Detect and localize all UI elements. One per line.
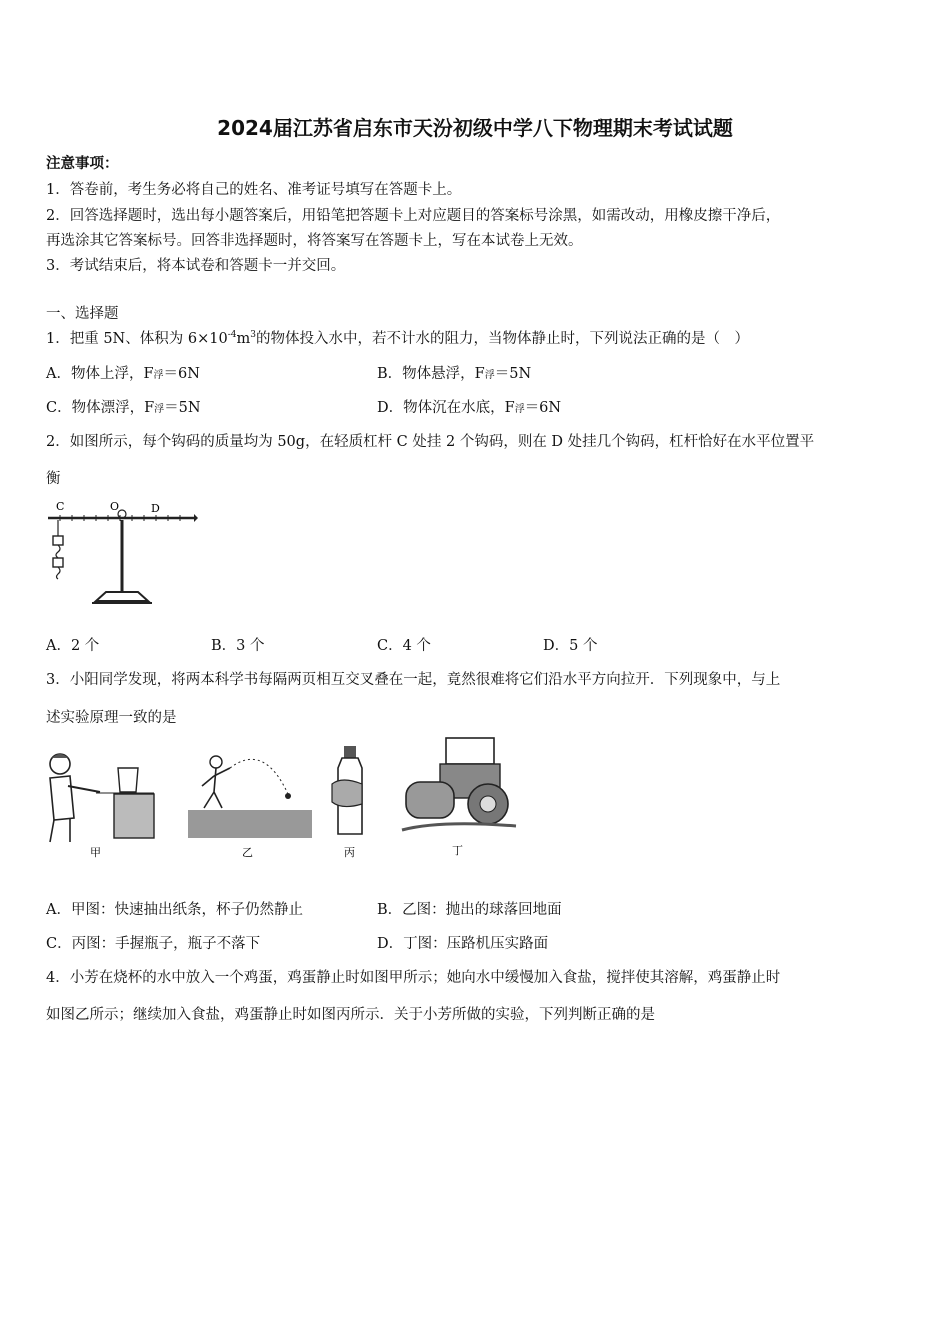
caption-bing: 丙: [344, 846, 355, 859]
lever-stand-base: [96, 592, 148, 601]
caption-jia: 甲: [90, 846, 101, 859]
q2-option-d[interactable]: D．5 个: [543, 638, 598, 654]
q1-stem-rest: 的物体投入水中，若不计水的阻力，当物体静止时，下列说法正确的是（ ）: [255, 331, 749, 347]
q2-option-c[interactable]: C．4 个: [377, 638, 431, 654]
figure-bing: [328, 744, 378, 860]
lever-arrow: [194, 514, 198, 522]
hook-weight-2: [53, 558, 63, 567]
q1-option-d[interactable]: D．物体沉在水底，F浮＝6N: [377, 400, 562, 416]
notice-item-2-cont: 再选涂其它答案标号。回答非选择题时，将答案写在答题卡上，写在本试卷上无效。: [46, 233, 583, 249]
q2-stem-line2: 衡: [46, 471, 61, 487]
lever-label-o: O: [110, 500, 120, 513]
q2-option-a[interactable]: A．2 个: [46, 638, 100, 654]
q1-option-c[interactable]: C．物体漂浮，F浮＝5N: [46, 400, 201, 416]
caption-ding: 丁: [452, 844, 463, 857]
q1-unit: m: [236, 331, 251, 347]
q4-stem-line2: 如图乙所示；继续加入食盐，鸡蛋静止时如图丙所示．关于小芳所做的实验，下列判断正确的是: [46, 1007, 655, 1023]
q4-stem-line1: 4．小芳在烧杯的水中放入一个鸡蛋，鸡蛋静止时如图甲所示；她向水中缓慢加入食盐，搅拌使其溶解，鸡蛋静止时: [46, 970, 781, 986]
notice-item-2: 2．回答选择题时，选出每小题答案后，用铅笔把答题卡上对应题目的答案标号涂黑，如需改动，用橡皮擦干净后，: [46, 208, 781, 224]
q3-option-b[interactable]: B．乙图：抛出的球落回地面: [377, 902, 562, 918]
notice-heading: 注意事项：: [46, 155, 119, 172]
q1-unit-exponent: 3: [250, 330, 256, 341]
q3-option-d[interactable]: D．丁图：压路机压实路面: [377, 936, 549, 952]
q1-stem: [46, 327, 749, 348]
lever-label-d: D: [151, 502, 160, 515]
q2-option-b[interactable]: B．3 个: [211, 638, 265, 654]
q1-stem-part: 1．把重 5N、体积为 6×10: [46, 331, 228, 347]
notice-item-1: 1．答卷前，考生务必将自己的姓名、准考证号填写在答题卡上。: [46, 182, 462, 198]
lever-label-c: C: [56, 500, 65, 513]
exam-title: 2024届江苏省启东市天汾初级中学八下物理期末考试试题: [217, 116, 733, 140]
caption-yi: 乙: [242, 846, 253, 859]
hook-weight-1: [53, 536, 63, 545]
q3-option-a[interactable]: A．甲图：快速抽出纸条，杯子仍然静止: [46, 902, 303, 918]
figure-ding: [400, 734, 520, 860]
q2-stem-line1: 2．如图所示，每个钩码的质量均为 50g，在轻质杠杆 C 处挂 2 个钩码，则在 D 处挂几个钩码，杠杆恰好在水平位置平: [46, 434, 815, 450]
q1-exponent: -4: [227, 330, 237, 341]
q1-option-b[interactable]: B．物体悬浮，F浮＝5N: [377, 366, 532, 382]
q3-stem-line1: 3．小阳同学发现，将两本科学书每隔两页相互交叉叠在一起，竟然很难将它们沿水平方向拉开．下列现象中，与上: [46, 672, 781, 688]
notice-item-3: 3．考试结束后，将本试卷和答题卡一并交回。: [46, 258, 346, 274]
lever-figure: [44, 496, 199, 611]
figure-jia: [44, 748, 156, 860]
q3-stem-line2: 述实验原理一致的是: [46, 710, 177, 726]
q1-option-a[interactable]: A．物体上浮，F浮＝6N: [46, 366, 200, 382]
figure-yi: [184, 748, 314, 860]
q3-option-c[interactable]: C．丙图：手握瓶子，瓶子不落下: [46, 936, 261, 952]
section-heading: 一、选择题: [46, 306, 119, 322]
